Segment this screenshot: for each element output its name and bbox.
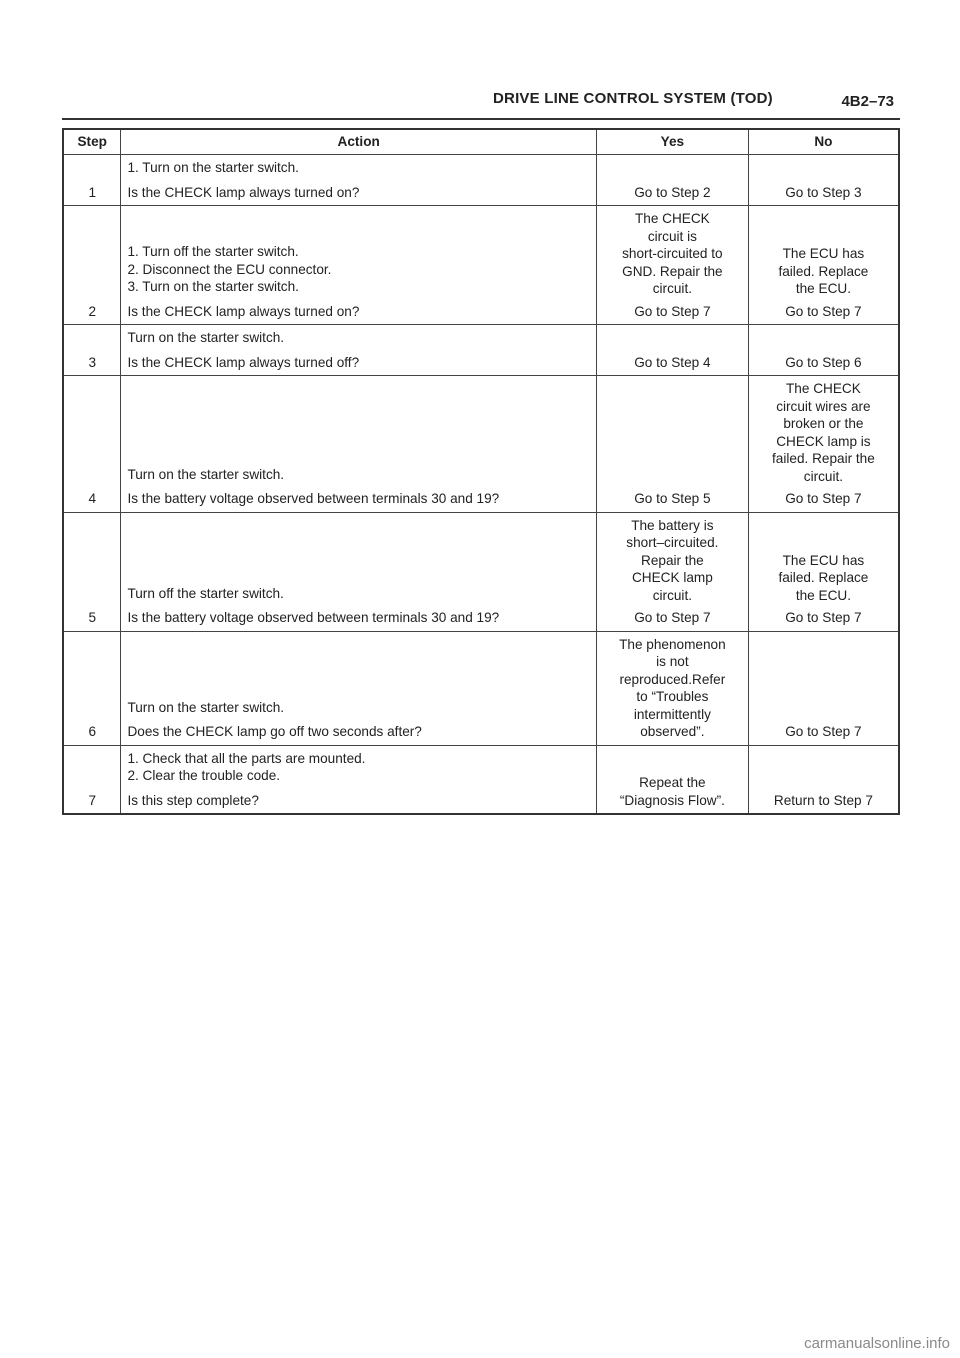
yes-result-text: short-circuited to xyxy=(622,246,723,261)
no-goto-step: Go to Step 7 xyxy=(785,610,862,625)
yes-cell xyxy=(596,206,748,325)
table-row xyxy=(63,376,899,513)
table-row xyxy=(63,155,899,206)
no-goto-step: Go to Step 3 xyxy=(785,184,862,200)
yes-result-text: is not xyxy=(656,654,689,669)
action-cell xyxy=(121,631,597,745)
yes-goto-step: Go to Step 5 xyxy=(634,491,711,506)
column-header-no: No xyxy=(748,129,899,155)
step-number: 3 xyxy=(63,325,121,376)
no-cell xyxy=(748,376,899,513)
yes-cell xyxy=(596,376,748,513)
yes-result-text: The battery is xyxy=(631,517,714,533)
yes-result-text: reproduced.Refer xyxy=(619,671,726,687)
action-question: Is the battery voltage observed between terminals 30 and 19? xyxy=(127,491,500,506)
no-goto-step: Go to Step 7 xyxy=(785,724,862,739)
action-question: Is the battery voltage observed between terminals 30 and 19? xyxy=(127,610,500,625)
section-title: DRIVE LINE CONTROL SYSTEM (TOD) xyxy=(493,90,773,107)
page-number: 4B2–73 xyxy=(841,93,894,110)
yes-goto-step: Go to Step 4 xyxy=(634,354,711,370)
no-cell xyxy=(748,631,899,745)
action-instruction: 1. Turn on the starter switch. xyxy=(127,160,299,175)
action-question: Is the CHECK lamp always turned on? xyxy=(127,303,360,319)
table-row xyxy=(63,206,899,325)
action-question: Does the CHECK lamp go off two seconds after? xyxy=(127,724,422,739)
step-number: 6 xyxy=(63,631,121,745)
yes-result-text: The CHECK xyxy=(634,211,710,226)
no-result-text: the ECU. xyxy=(795,281,851,296)
no-cell xyxy=(748,206,899,325)
action-question: Is this step complete? xyxy=(127,792,259,808)
action-cell xyxy=(121,512,597,631)
table-row xyxy=(63,631,899,745)
yes-result-text: to “Troubles xyxy=(636,689,709,704)
step-number: 5 xyxy=(63,512,121,631)
table-row xyxy=(63,325,899,376)
table-row xyxy=(63,512,899,631)
yes-result-text: “Diagnosis Flow”. xyxy=(619,792,725,808)
action-instruction: 1. Turn off the starter switch. xyxy=(127,244,299,259)
step-number: 1 xyxy=(63,155,121,206)
yes-cell xyxy=(596,155,748,206)
yes-cell xyxy=(596,512,748,631)
action-instruction: 1. Check that all the parts are mounted. xyxy=(127,750,366,766)
action-cell xyxy=(121,325,597,376)
yes-result-text: circuit is xyxy=(647,228,697,244)
table-body xyxy=(63,155,899,815)
column-header-step: Step xyxy=(63,129,121,155)
no-result-text: failed. Replace xyxy=(778,570,869,585)
yes-cell xyxy=(596,745,748,814)
no-goto-step: Return to Step 7 xyxy=(773,792,873,808)
step-number: 4 xyxy=(63,376,121,513)
action-cell xyxy=(121,376,597,513)
table-row xyxy=(63,745,899,814)
action-cell xyxy=(121,206,597,325)
yes-goto-step: Go to Step 2 xyxy=(634,184,711,200)
diagnosis-table xyxy=(62,128,900,815)
action-question: Is the CHECK lamp always turned on? xyxy=(127,184,360,200)
yes-cell xyxy=(596,631,748,745)
step-number: 7 xyxy=(63,745,121,814)
no-result-text: The ECU has xyxy=(782,246,865,261)
table-header-row xyxy=(63,129,899,155)
yes-result-text: CHECK lamp xyxy=(631,570,713,585)
yes-result-text: short–circuited. xyxy=(626,535,719,550)
no-result-text: circuit wires are xyxy=(776,398,871,414)
yes-result-text: observed”. xyxy=(640,724,705,739)
no-goto-step: Go to Step 7 xyxy=(785,491,862,506)
yes-goto-step: Go to Step 7 xyxy=(634,610,711,625)
no-result-text: the ECU. xyxy=(795,587,851,603)
yes-result-text: circuit. xyxy=(652,587,693,603)
no-result-text: The CHECK xyxy=(786,381,861,396)
action-cell xyxy=(121,745,597,814)
yes-result-text: Repair the xyxy=(641,552,704,568)
action-instruction: Turn on the starter switch. xyxy=(127,330,285,345)
watermark: carmanualsonline.info xyxy=(804,1335,950,1352)
action-instruction: Turn off the starter switch. xyxy=(127,585,284,601)
no-cell xyxy=(748,325,899,376)
no-result-text: failed. Replace xyxy=(778,263,869,279)
no-goto-step: Go to Step 6 xyxy=(785,354,862,370)
no-cell xyxy=(748,155,899,206)
action-instruction: Turn on the starter switch. xyxy=(127,466,285,482)
action-instruction: Turn on the starter switch. xyxy=(127,699,285,715)
no-cell xyxy=(748,512,899,631)
page-header xyxy=(62,86,900,120)
no-goto-step: Go to Step 7 xyxy=(785,303,862,319)
yes-result-text: intermittently xyxy=(633,706,711,722)
yes-result-text: Repeat the xyxy=(639,775,706,790)
yes-goto-step: Go to Step 7 xyxy=(634,303,711,319)
no-cell xyxy=(748,745,899,814)
action-instruction: 3. Turn on the starter switch. xyxy=(127,279,299,294)
no-result-text: The ECU has xyxy=(782,552,865,568)
action-instruction: 2. Disconnect the ECU connector. xyxy=(127,261,332,277)
yes-cell xyxy=(596,325,748,376)
yes-result-text: circuit. xyxy=(652,281,693,296)
action-question: Is the CHECK lamp always turned off? xyxy=(127,354,360,370)
column-header-action: Action xyxy=(121,129,597,155)
no-result-text: broken or the xyxy=(783,416,864,431)
no-result-text: failed. Repair the xyxy=(772,451,875,466)
yes-result-text: GND. Repair the xyxy=(622,263,723,279)
no-result-text: circuit. xyxy=(803,468,844,484)
step-number: 2 xyxy=(63,206,121,325)
action-cell xyxy=(121,155,597,206)
no-result-text: CHECK lamp is xyxy=(776,433,871,449)
yes-result-text: The phenomenon xyxy=(619,636,726,652)
column-header-yes: Yes xyxy=(596,129,748,155)
action-instruction: 2. Clear the trouble code. xyxy=(127,768,281,783)
